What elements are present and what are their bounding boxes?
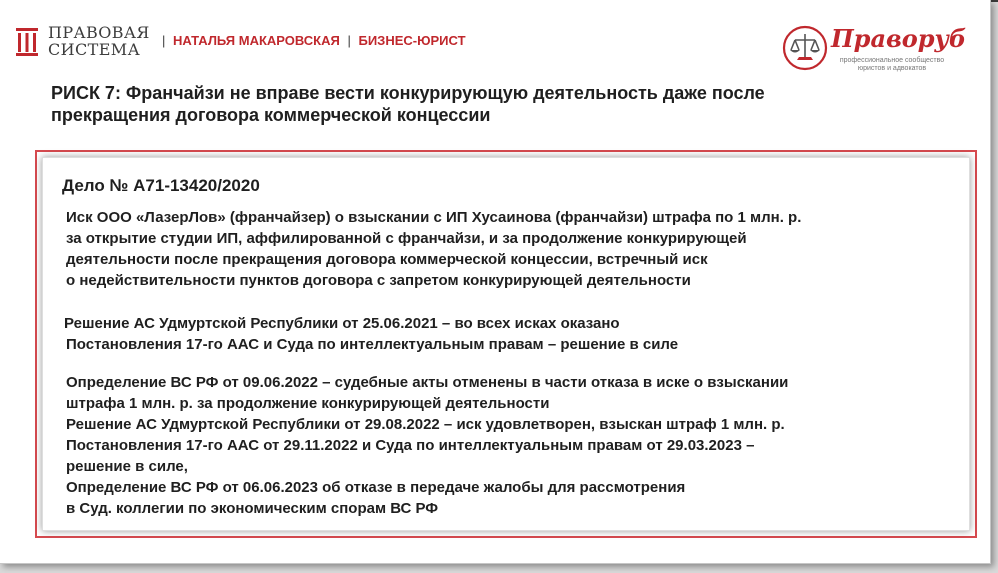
slide-title [51,82,931,126]
partner-tagline: профессиональное сообщество юристов и адвокатов [839,57,945,72]
title-line: прекращения договора коммерческой концессии [51,105,491,125]
brand-line-2: СИСТЕМА [48,40,141,59]
columns-logo-icon [14,28,40,56]
ruling-line: решение в силе, [66,458,188,475]
ruling-line: Решение АС Удмуртской Республики от 25.06.2021 – во всех исках оказано [64,315,620,332]
author-role: БИЗНЕС-ЮРИСТ [358,33,466,48]
title-line: РИСК 7: Франчайзи не вправе вести конкурирующую деятельность даже после [51,83,765,103]
ruling-line: Определение ВС РФ от 09.06.2022 – судебные акты отменены в части отказа в иске о взыскании [66,374,789,391]
partner-name: Праворуб [831,24,967,53]
claim-paragraph [66,207,801,291]
separator: | [347,33,351,48]
ruling-line: Постановления 17-го ААС и Суда по интеллектуальным правам – решение в силе [66,336,679,353]
second-round-paragraph [66,372,788,519]
claim-line: за открытие студии ИП, аффилированной с франчайзи, и за продолжение конкурирующей [66,230,747,247]
pravorub-logo [781,24,967,76]
first-round-paragraph [64,313,678,355]
ruling-line: в Суд. коллегии по экономическим спорам ВС РФ [66,500,439,517]
ruling-line: штрафа 1 млн. р. за продолжение конкурирующей деятельности [66,395,550,412]
claim-line: Иск ООО «ЛазерЛов» (франчайзер) о взыскании с ИП Хусаинова (франчайзи) штрафа по 1 млн. р. [66,209,802,226]
separator: | [162,33,166,48]
ruling-line: Решение АС Удмуртской Республики от 29.08.2022 – иск удовлетворен, взыскан штраф 1 млн. р. [66,416,785,433]
author-line [158,33,466,48]
case-number-heading: Дело № А71-13420/2020 [62,176,260,195]
claim-line: деятельности после прекращения договора коммерческой концессии, встречный иск [66,251,708,268]
author-name: НАТАЛЬЯ МАКАРОВСКАЯ [173,33,340,48]
ruling-line: Определение ВС РФ от 06.06.2023 об отказе в передаче жалобы для рассмотрения [66,479,686,496]
brand-name [48,24,150,58]
ruling-line: Постановления 17-го ААС от 29.11.2022 и Суда по интеллектуальным правам от 29.03.2023 – [66,437,755,454]
claim-line: о недействительности пунктов договора с запретом конкурирующей деятельности [66,272,691,289]
brand-line-1: ПРАВОВАЯ [48,23,150,42]
scales-emblem-icon [781,24,829,72]
